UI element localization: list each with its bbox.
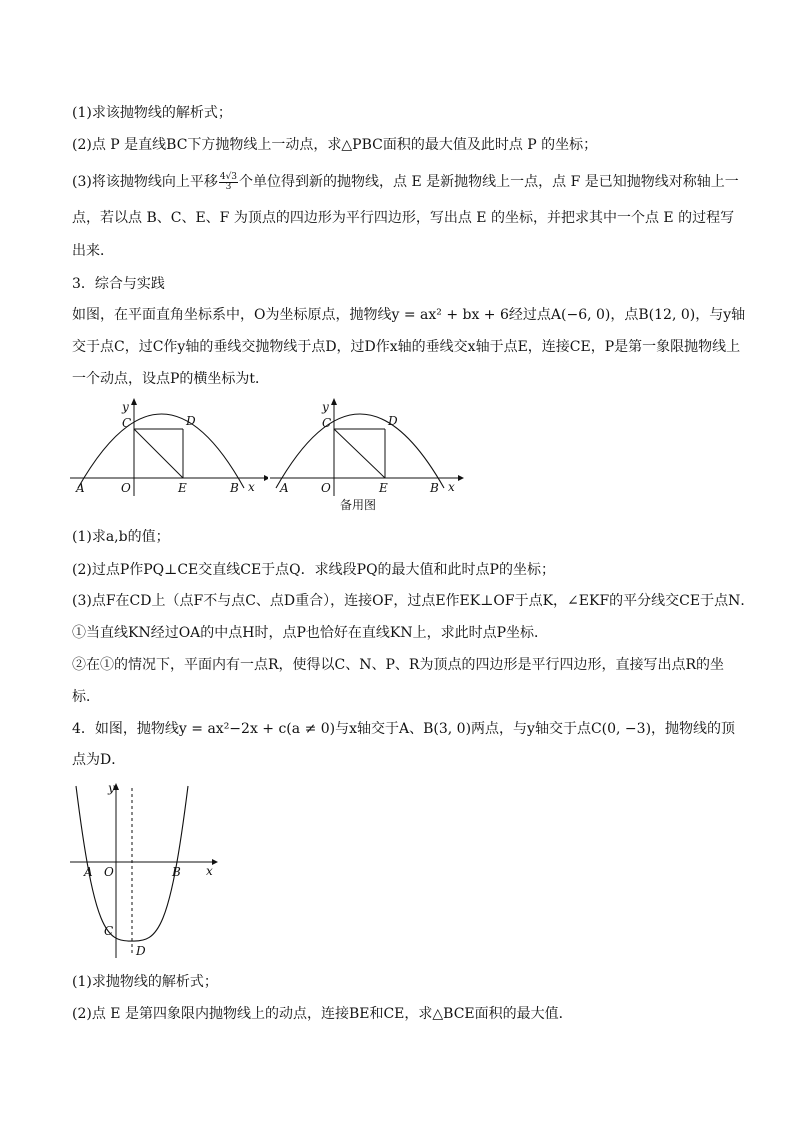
- parabola: [78, 414, 244, 488]
- q2-part3-line3: 出来．: [72, 243, 114, 259]
- q4-figure: [66, 780, 226, 960]
- q3-figure: [68, 396, 268, 498]
- q3-stem-line1: 如图，在平面直角坐标系中，O为坐标原点，抛物线y = ax² + bx + 6经过点A(−6, 0)，点B(12, 0)，与y轴: [72, 307, 746, 323]
- y-axis-arrow-icon: [131, 398, 137, 405]
- label-e: E: [178, 481, 187, 495]
- q4-part2: (2)点 E 是第四象限内抛物线上的动点，连接BE和CE，求△BCE面积的最大值．: [72, 1006, 573, 1022]
- q3-heading: 3．综合与实践: [72, 276, 165, 292]
- label-o: O: [321, 481, 331, 495]
- label-a: A: [84, 865, 93, 879]
- q2-part1: (1)求该抛物线的解析式；: [72, 105, 232, 121]
- label-b: B: [230, 481, 239, 495]
- q3-part3-case2-line2: 标．: [72, 689, 100, 705]
- label-o: O: [121, 481, 131, 495]
- label-x: x: [248, 480, 255, 494]
- q3-spare-figure: [268, 396, 468, 498]
- label-x: x: [448, 480, 455, 494]
- shift-fraction: [219, 173, 238, 192]
- segment-ce: [334, 429, 385, 478]
- label-y: y: [108, 781, 115, 795]
- q3-part3-case2-line1: ②在①的情况下，平面内有一点R，使得以C、N、P、R为顶点的四边形是平行四边形，直接写出点R的坐: [72, 657, 725, 673]
- label-d: D: [186, 414, 196, 428]
- q3-part1: (1)求a,b的值；: [72, 529, 170, 545]
- label-d: D: [136, 944, 146, 958]
- fraction-denominator: 3: [225, 181, 232, 192]
- label-e: E: [379, 481, 388, 495]
- label-b: B: [172, 865, 181, 879]
- q4-stem-line1: 4．如图，抛物线y = ax²−2x + c(a ≠ 0)与x轴交于A、B(3, 0)两点，与y轴交于点C(0, −3)，抛物线的顶: [72, 721, 736, 737]
- label-x: x: [206, 864, 213, 878]
- parabola: [276, 414, 444, 488]
- label-b: B: [430, 481, 439, 495]
- label-o: O: [104, 865, 114, 879]
- label-y: y: [322, 400, 329, 414]
- fraction-numerator: 4√3: [219, 171, 238, 182]
- spare-figure-caption: 备用图: [340, 498, 377, 512]
- q3-part2: (2)过点P作PQ⊥CE交直线CE于点Q．求线段PQ的最大值和此时点P的坐标；: [72, 562, 555, 578]
- q4-stem-line2: 点为D．: [72, 752, 126, 768]
- label-c: C: [322, 416, 332, 430]
- q2-part3-line1: [72, 172, 739, 192]
- label-c: C: [122, 416, 132, 430]
- q2-part3-line2: 点，若以点 B、C、E、F 为顶点的四边形为平行四边形，写出点 E 的坐标，并把求其中一个点 E 的过程写: [72, 210, 735, 226]
- q3-stem-line2: 交于点C，过C作y轴的垂线交抛物线于点D，过D作x轴的垂线交x轴于点E，连接CE，P是第一象限抛物线上: [72, 339, 741, 355]
- x-axis-arrow-icon: [458, 475, 464, 481]
- label-d: D: [388, 414, 398, 428]
- q2-part3-text-b: 个单位得到新的抛物线，点 E 是新抛物线上一点，点 F 是已知抛物线对称轴上一: [239, 174, 739, 190]
- q2-part2: (2)点 P 是直线BC下方抛物线上一动点，求△PBC面积的最大值及此时点 P 的坐标；: [72, 137, 598, 153]
- segment-ce: [134, 429, 183, 478]
- q4-part1: (1)求抛物线的解析式；: [72, 974, 218, 990]
- parabola: [76, 786, 188, 941]
- label-a: A: [280, 481, 289, 495]
- q3-stem-line3: 一个动点，设点P的横坐标为t．: [72, 371, 270, 387]
- q3-part3: (3)点F在CD上（点F不与点C、点D重合），连接OF，过点E作EK⊥OF于点K，∠EKF的平分线交CE于点N．: [72, 593, 755, 609]
- label-c: C: [104, 924, 114, 938]
- label-y: y: [122, 400, 129, 414]
- x-axis-arrow-icon: [212, 859, 218, 865]
- q3-part3-case1: ①当直线KN经过OA的中点H时，点P也恰好在直线KN上，求此时点P坐标．: [72, 625, 549, 641]
- label-a: A: [76, 481, 85, 495]
- y-axis-arrow-icon: [331, 398, 337, 405]
- q2-part3-text-a: (3)将该抛物线向上平移: [72, 174, 218, 190]
